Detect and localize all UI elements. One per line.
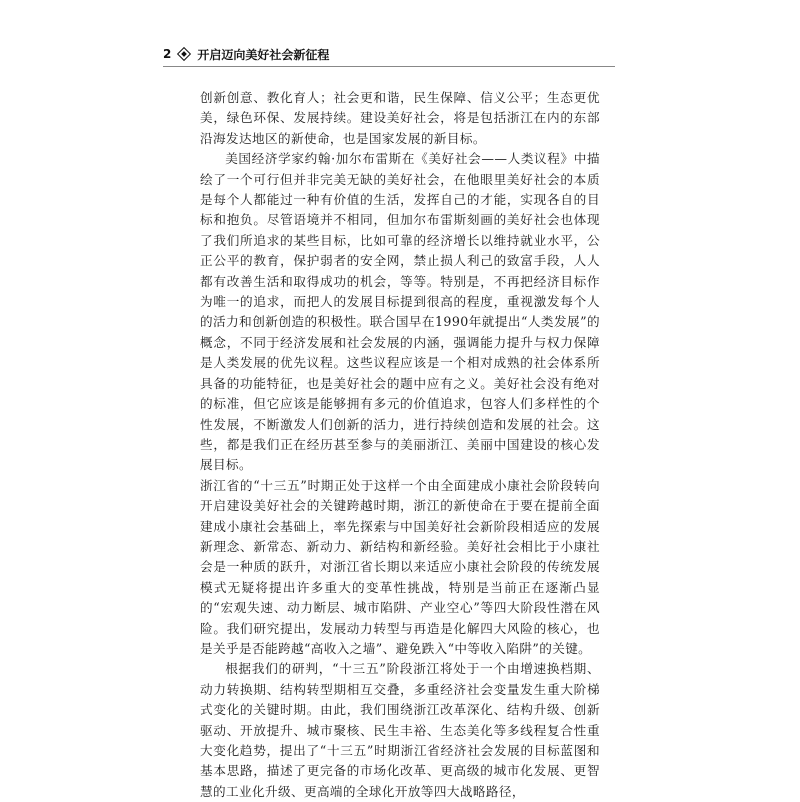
page-number: 2 — [163, 47, 172, 61]
paragraph: 美国经济学家约翰·加尔布雷斯在《美好社会——人类议程》中描绘了一个可行但并非完美无缺的美好社会，在他眼里美好社会的本质是每个人都能过一种有价值的生活，发挥自己的才能，实现各自的目标和抱负。尽管语境并不相同，但加尔布雷斯刻画的美好社会也体现了我们所追求的某些目标，比如可靠的经济增长以维持就业水平，公正公平的教育，保护弱者的安全网，禁止损人利己的致富手段，人人都有改善生活和取得成功的机会，等等。特别是，不再把经济目标作为唯一的追求，而把人的发展目标提到很高的程度，重视激发每个人的活力和创新创造的积极性。联合国早在1990年就提出“人类发展”的概念，不同于经济发展和社会发展的内涵，强调能力提升与权力保障是人类发展的优先议程。这些议程应该是一个相对成熟的社会体系所具备的功能特征，也是美好社会的题中应有之义。美好社会没有绝对的标准，但它应该是能够拥有多元的价值追求，包容人们多样性的个性发展，不断激发人们创新的活力，进行持续创造和发展的社会。这些，都是我们正在经历甚至参与的美丽浙江、美丽中国建设的核心发展目标。 — [200, 151, 600, 473]
paragraph: 根据我们的研判，“十三五”阶段浙江将处于一个由增速换档期、动力转换期、结构转型期相互交叠，多重经济社会变量发生重大阶梯式变化的关键时期。由此，我们围绕浙江改革深化、结构升级、创新驱动、开放提升、城市聚核、民生丰裕、生态美化等多线程复合性重大变化趋势，提出了“十三五”时期浙江省经济社会发展的目标蓝图和基本思路，描述了更完备的市场化改革、更高级的城市化发展、更智慧的工业化升级、更高端的全球化开放等四大战略路径， — [200, 661, 600, 799]
book-title: 开启迈向美好社会新征程 — [197, 47, 330, 62]
header-rule — [163, 66, 615, 67]
running-header — [163, 44, 329, 64]
diamond-icon — [177, 47, 191, 61]
paragraph: 创新创意、教化育人；社会更和谐，民生保障、信义公平；生态更优美，绿色环保、发展持续。建设美好社会，将是包括浙江在内的东部沿海发达地区的新使命，也是国家发展的新目标。 — [200, 90, 600, 146]
body-text — [200, 88, 600, 802]
paragraph: 浙江省的“十三五”时期正处于这样一个由全面建成小康社会阶段转向开启建设美好社会的关键跨越时期，浙江的新使命在于要在提前全面建成小康社会基础上，率先探索与中国美好社会新阶段相适应的发展新理念、新常态、新动力、新结构和新经验。美好社会相比于小康社会是一种质的跃升，对浙江省长期以来适应小康社会阶段的传统发展模式无疑将提出许多重大的变革性挑战，特别是当前正在逐渐凸显的“宏观失速、动力断层、城市陷阱、产业空心”等四大阶段性潜在风险。我们研究提出，发展动力转型与再造是化解四大风险的核心，也是关乎是否能跨越“高收入之墙”、避免跌入“中等收入陷阱”的关键。 — [200, 477, 600, 656]
